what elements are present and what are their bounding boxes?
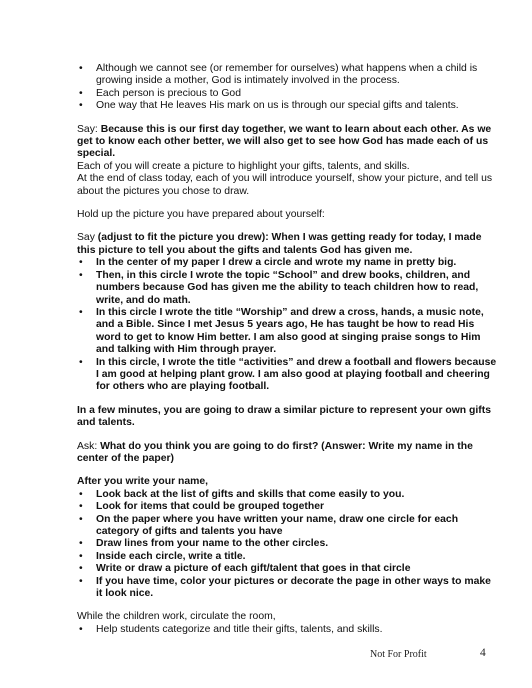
- say-followup-1: Each of you will create a picture to highlight your gifts, talents, and skills.: [77, 160, 410, 172]
- say2-bullet-list: [77, 257, 497, 393]
- page-number: 4: [480, 647, 486, 659]
- list-item: • Look for items that could be grouped together: [79, 501, 325, 513]
- list-item: • In this circle I wrote the title “Worship” and drew a cross, hands, a music note, and a Bible. Since I met Jesus 5 years ago, He has taught be how to read His word to get to know Him better. I am also good at singing praise songs to Him and talking with Him through prayer.: [79, 306, 484, 356]
- say-followup-2: At the end of class today, each of you will introduce yourself, show your picture, and tell us about the pictures you chose to draw.: [77, 173, 493, 197]
- closing-bullet-list: [77, 624, 497, 636]
- list-item: • Help students categorize and title their gifts, talents, and skills.: [79, 623, 383, 635]
- bullet-icon: •: [79, 575, 83, 587]
- list-item: • Inside each circle, write a title.: [79, 550, 246, 562]
- bullet-icon: •: [79, 100, 83, 112]
- bullet-icon: •: [79, 488, 83, 500]
- ask-paragraph: Ask: What do you think you are going to do first? (Answer: Write my name in the center of the paper): [77, 440, 473, 464]
- footer-note: Not For Profit: [370, 649, 427, 660]
- list-item: • On the paper where you have written your name, draw one circle for each category of gifts and talents you have: [79, 513, 459, 537]
- steps-bullet-list: [77, 489, 497, 601]
- bullet-icon: •: [79, 306, 83, 318]
- list-item: • Look back at the list of gifts and skills that come easily to you.: [79, 488, 405, 500]
- few-minutes-paragraph: In a few minutes, you are going to draw a similar picture to represent your own gifts and talents.: [77, 404, 491, 429]
- list-item: • Although we cannot see (or remember for ourselves) what happens when a child is growing inside a mother, God is intimately involved in the process.: [79, 63, 478, 87]
- list-item: • One way that He leaves His mark on us is through our special gifts and talents.: [79, 100, 459, 112]
- list-item: • Then, in this circle I wrote the topic “School” and drew books, children, and numbers because God has given me the ability to teach children how to read, write, and do math.: [79, 269, 479, 306]
- list-item: • If you have time, color your pictures or decorate the page in other ways to make it look nice.: [79, 575, 491, 600]
- say-paragraph-2: Say (adjust to fit the picture you drew): When I was getting ready for today, I made this picture to tell you about the gifts and talents God has given me.: [77, 232, 482, 256]
- bullet-icon: •: [79, 87, 83, 99]
- say-paragraph-1: Say: Because this is our first day together, we want to learn about each other. As we get to know each other better, we will also get to see how God has made each of us special.: [77, 123, 492, 160]
- bullet-icon: •: [79, 550, 83, 562]
- bullet-icon: •: [79, 63, 83, 74]
- bullet-icon: •: [79, 269, 83, 281]
- bullet-icon: •: [79, 501, 83, 513]
- bullet-icon: •: [79, 513, 83, 525]
- bullet-icon: •: [79, 563, 83, 575]
- while-work-paragraph: While the children work, circulate the room,: [77, 611, 276, 623]
- bullet-icon: •: [79, 538, 83, 550]
- bullet-icon: •: [79, 623, 83, 635]
- list-item: • In the center of my paper I drew a circle and wrote my name in pretty big.: [79, 257, 457, 269]
- hold-up-instruction: Hold up the picture you have prepared about yourself:: [77, 209, 325, 221]
- lesson-content: [77, 63, 497, 636]
- list-item: • In this circle, I wrote the title “activities” and drew a football and flowers because I am good at helping plant grow. I am also good at playing football and cheering for others who are playing football.: [79, 356, 497, 393]
- bullet-icon: •: [79, 356, 83, 368]
- list-item: • Draw lines from your name to the other circles.: [79, 538, 329, 550]
- list-item: • Each person is precious to God: [79, 87, 241, 99]
- bullet-icon: •: [79, 257, 83, 269]
- intro-bullet-list: [77, 63, 497, 113]
- list-item: • Write or draw a picture of each gift/talent that goes in that circle: [79, 563, 411, 575]
- after-name-heading: After you write your name,: [77, 476, 209, 488]
